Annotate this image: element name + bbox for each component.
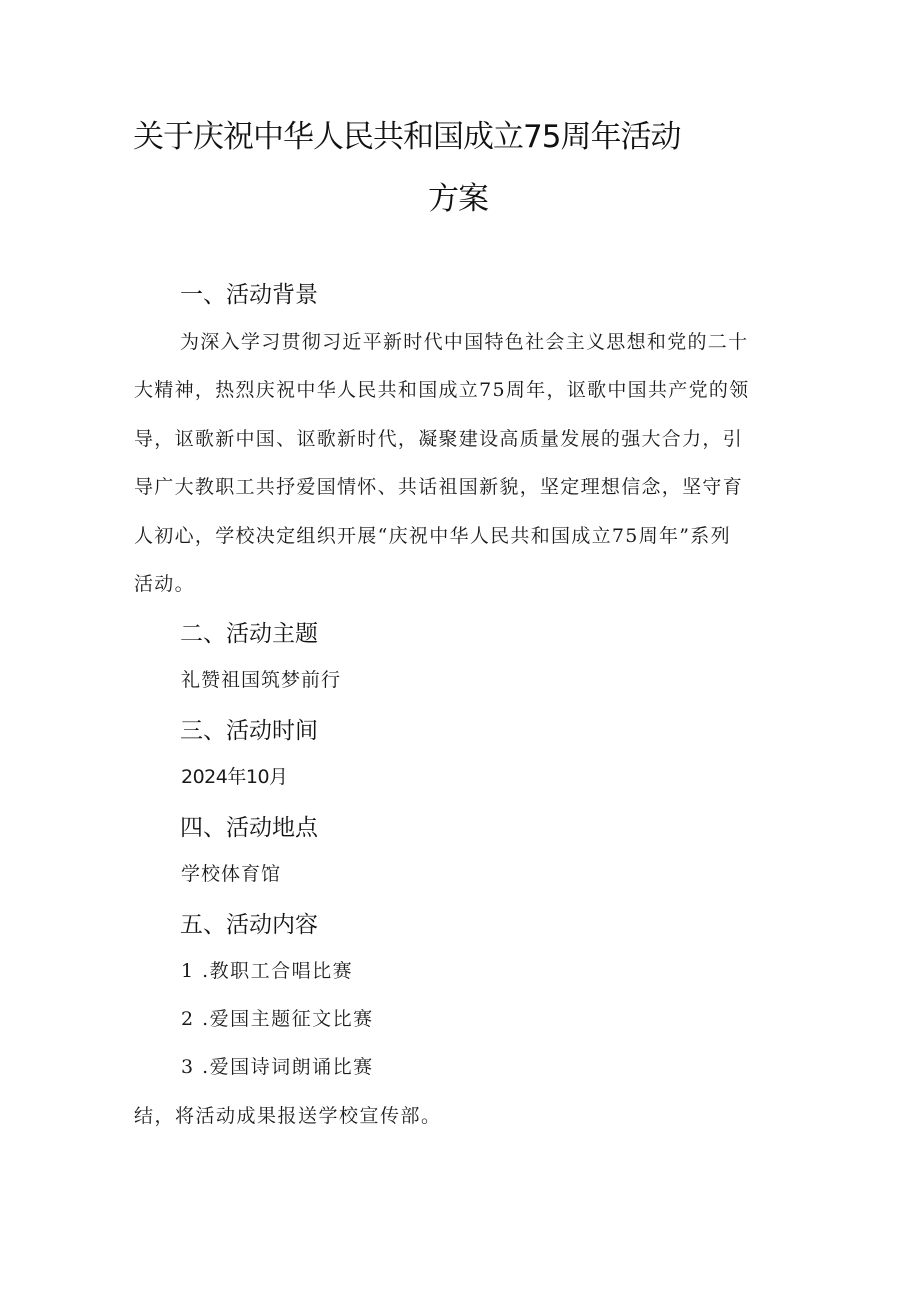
content-list-item: 1 .教职工合唱比赛 (181, 960, 354, 982)
content-list-item: 3 .爱国诗词朗诵比赛 (181, 1056, 374, 1078)
section-heading-location: 四、活动地点 (180, 815, 318, 841)
section-heading-background: 一、活动背景 (180, 282, 318, 308)
location-text: 学校体育馆 (181, 863, 282, 885)
background-paragraph-line: 活动。 (134, 573, 195, 595)
section-heading-content: 五、活动内容 (180, 912, 318, 938)
background-paragraph-line: 大精神，热烈庆祝中华人民共和国成立75周年，讴歌中国共产党的领 (134, 379, 750, 401)
content-list-item: 2 .爱国主题征文比赛 (181, 1008, 374, 1030)
document-title-line-2: 方案 (428, 181, 488, 217)
background-paragraph-line: 为深入学习贯彻习近平新时代中国特色社会主义思想和党的二十 (180, 331, 749, 353)
background-paragraph-line: 人初心，学校决定组织开展“庆祝中华人民共和国成立75周年”系列 (134, 525, 731, 547)
background-paragraph-line: 导，讴歌新中国、讴歌新时代，凝聚建设高质量发展的强大合力，引 (134, 428, 744, 450)
closing-text: 结，将活动成果报送学校宣传部。 (134, 1105, 442, 1127)
theme-text: 礼赞祖国筑梦前行 (181, 669, 342, 691)
section-heading-theme: 二、活动主题 (180, 621, 318, 647)
document-title-line-1: 关于庆祝中华人民共和国成立75周年活动 (133, 119, 681, 155)
background-paragraph-line: 导广大教职工共抒爱国情怀、共话祖国新貌，坚定理想信念，坚守育 (134, 476, 744, 498)
time-text: 2024年10月 (181, 766, 288, 788)
section-heading-time: 三、活动时间 (180, 718, 318, 744)
